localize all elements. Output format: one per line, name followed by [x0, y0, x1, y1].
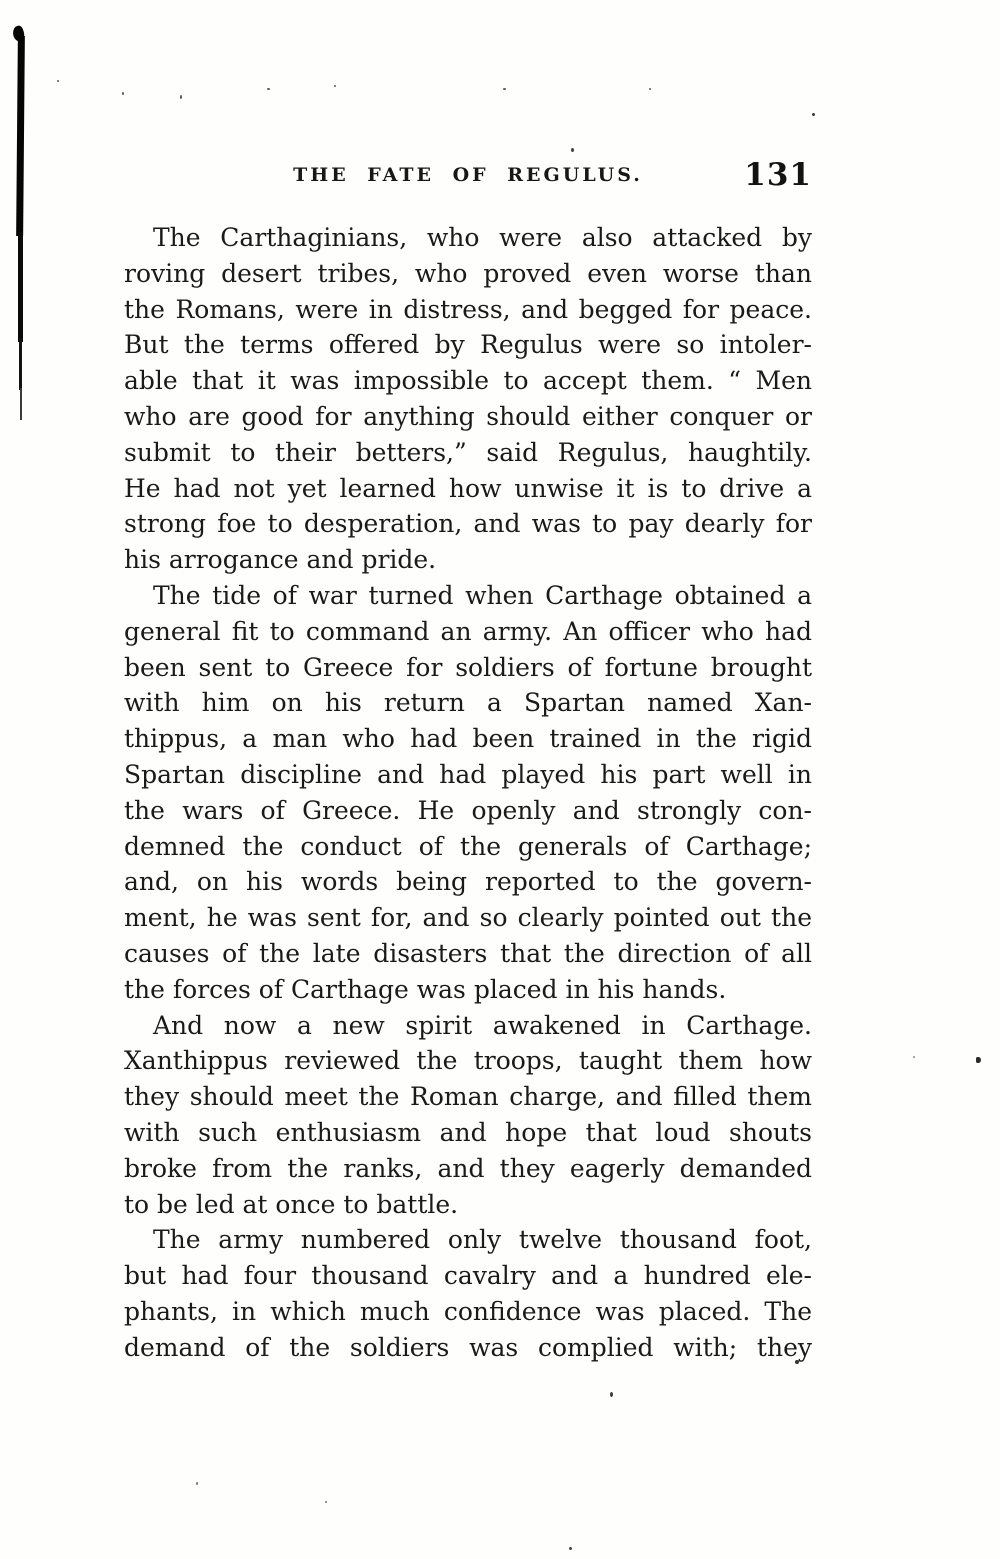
binding-shadow-segment [16, 36, 25, 236]
binding-shadow [0, 0, 40, 440]
paragraph [124, 1008, 812, 1223]
scan-speck [57, 80, 59, 82]
scan-speck [267, 88, 270, 90]
paragraph [124, 578, 812, 1008]
running-head [124, 158, 812, 192]
paragraph [124, 220, 812, 578]
binding-shadow-segment [18, 232, 23, 342]
scan-speck [196, 1482, 198, 1485]
text-line: submit to their betters,” said Regulus, haughtily. [124, 437, 812, 467]
scan-speck [122, 92, 124, 95]
text-line: able that it was impossible to accept them. “ Men [124, 366, 812, 396]
text-line: He had not yet learned how unwise it is to drive a [124, 473, 812, 503]
binding-shadow-segment [20, 388, 22, 420]
text-line: demand of the soldiers was complied with; they [124, 1332, 812, 1362]
scan-speck [571, 148, 574, 152]
page-number: 131 [744, 157, 812, 193]
text-line: But the terms offered by Regulus were so intoler- [124, 330, 812, 360]
text-line: And now a new spirit awakened in Carthage. [153, 1010, 812, 1040]
text-line: Xanthippus reviewed the troops, taught them how [124, 1046, 812, 1076]
text-line: the forces of Carthage was placed in his hands. [124, 974, 727, 1004]
text-line: thippus, a man who had been trained in the rigid [124, 724, 812, 754]
text-line: Spartan discipline and had played his part well in [124, 759, 812, 789]
scan-speck [180, 95, 182, 99]
text-line: roving desert tribes, who proved even worse than [124, 258, 812, 288]
text-line: broke from the ranks, and they eagerly demanded [124, 1153, 812, 1183]
text-line: they should meet the Roman charge, and filled them [124, 1082, 812, 1112]
text-line: with him on his return a Spartan named Xan- [124, 688, 812, 718]
scan-speck [913, 1056, 915, 1058]
text-line: causes of the late disasters that the direction of all [124, 938, 812, 968]
scan-speck [325, 1501, 327, 1503]
text-line: ment, he was sent for, and so clearly pointed out the [124, 903, 812, 933]
text-line: the Romans, were in distress, and begged for peace. [124, 294, 812, 324]
scan-speck [649, 88, 651, 90]
text-line: The army numbered only twelve thousand foot, [153, 1225, 812, 1255]
scan-speck [976, 1057, 981, 1063]
scan-speck [334, 85, 336, 87]
text-line: The Carthaginians, who were also attacked by [153, 223, 812, 252]
text-line: and, on his words being reported to the govern- [124, 867, 812, 897]
text-line: been sent to Greece for soldiers of fortune brought [124, 652, 812, 682]
text-line: but had four thousand cavalry and a hundred ele- [124, 1261, 812, 1291]
text-line: general fit to command an army. An officer who had [124, 616, 812, 646]
scan-speck [503, 88, 506, 90]
text-line: to be led at once to battle. [124, 1189, 459, 1219]
text-line: phants, in which much confidence was placed. The [124, 1296, 812, 1326]
scan-speck [610, 1392, 613, 1397]
text-line: demned the conduct of the generals of Carthage; [124, 831, 812, 861]
text-line: the wars of Greece. He openly and strongly con- [124, 795, 812, 825]
page-title: THE FATE OF REGULUS. [293, 164, 643, 186]
paragraph [124, 1222, 812, 1365]
text-line: who are good for anything should either conquer or [124, 401, 812, 431]
scan-speck [569, 1547, 572, 1550]
text-line: strong foe to desperation, and was to pay dearly for [124, 509, 812, 539]
scan-speck [812, 113, 815, 116]
text-line: with such enthusiasm and hope that loud shouts [124, 1117, 812, 1147]
text-line: his arrogance and pride. [124, 545, 437, 575]
text-line: The tide of war turned when Carthage obtained a [153, 580, 812, 610]
binding-shadow-segment [19, 338, 22, 390]
text-body [124, 220, 812, 1366]
